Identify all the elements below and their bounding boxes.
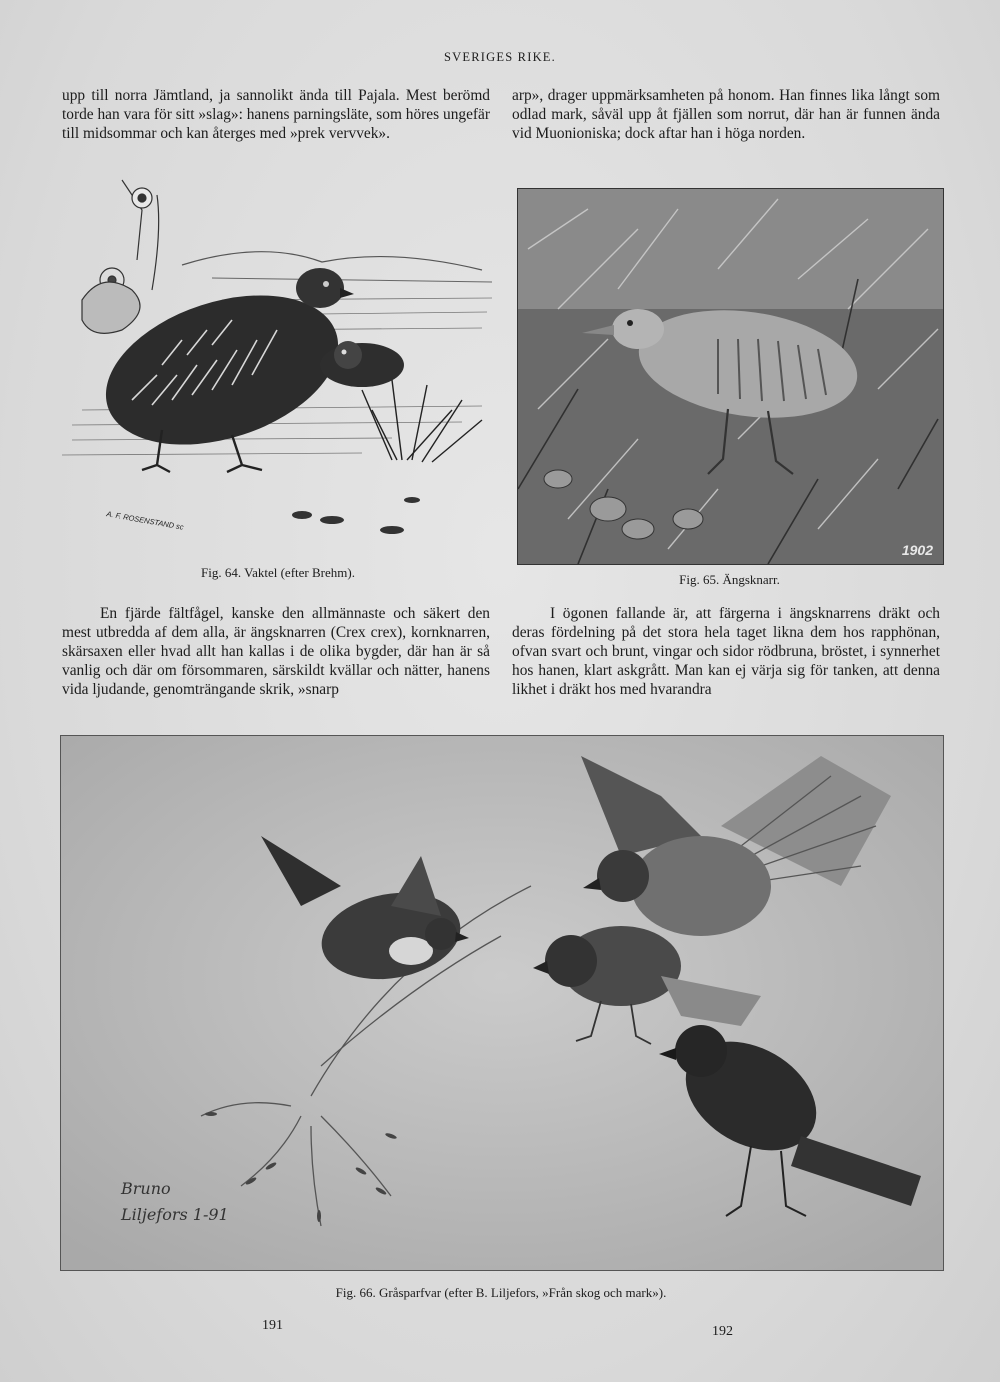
running-head: SVERIGES RIKE. (444, 50, 556, 64)
quail-illustration (62, 170, 494, 560)
left-top-text (62, 86, 490, 143)
left-bottom-text (62, 604, 490, 699)
paragraph: arp», drager uppmärksamheten på honom. Han finnes lika långt som odlad mark, såväl upp åt fjällen som norrut, där han är funnen ända vid Muonioniska; dock aftar han i höga norden. (512, 87, 940, 142)
paragraph: upp till norra Jämtland, ja sannolikt ända till Pajala. Mest berömd torde han vara för sitt »slag»: hanens parningsläte, som höres ungefär till midsommar och kan återges med »prek vervvek». (62, 87, 490, 142)
figure-66-caption: Fig. 66. Gråsparfvar (efter B. Liljefors, »Från skog och mark»). (335, 1285, 667, 1300)
figure-64-caption: Fig. 64. Vaktel (efter Brehm). (201, 565, 355, 580)
artist-mark: 1902 (901, 542, 933, 558)
right-bottom-text (512, 604, 940, 699)
figure-65-caption: Fig. 65. Ängsknarr. (679, 572, 780, 587)
engraver-signature: A. F. ROSENSTAND sc (105, 509, 185, 532)
figure-sparrows-painting (60, 735, 944, 1271)
artist-signature: Bruno Liljefors 1-91 (121, 1179, 229, 1224)
corncrake-illustration (518, 189, 943, 564)
figure-quail-engraving (62, 170, 494, 560)
page-number-right: 192 (712, 1324, 733, 1339)
paragraph: En fjärde fältfågel, kanske den allmännaste och säkert den mest utbredda af dem alla, är ängsknarren (Crex crex), kornknarren, skärsaxen eller hvad allt han kallas i de olika bygder, där han är så vanlig och där om försommaren, särskildt kvällar och nätter, hanens vida ljudande, genomträngande skrik, »snarp (62, 605, 490, 698)
paragraph: I ögonen fallande är, att färgerna i ängsknarrens dräkt och deras fördelning på det stora hela taget likna dem hos rapphönan, ofvan svart och brunt, vingar och sidor rödbruna, bröstet, i synnerhet hos hanen, klart askgrått. Man kan ej värja sig för tanken, att denna likhet i dräkt hos med hvarandra (512, 605, 940, 698)
page-number-left: 191 (262, 1318, 283, 1333)
right-top-text (512, 86, 940, 143)
figure-corncrake-photo (517, 188, 944, 565)
